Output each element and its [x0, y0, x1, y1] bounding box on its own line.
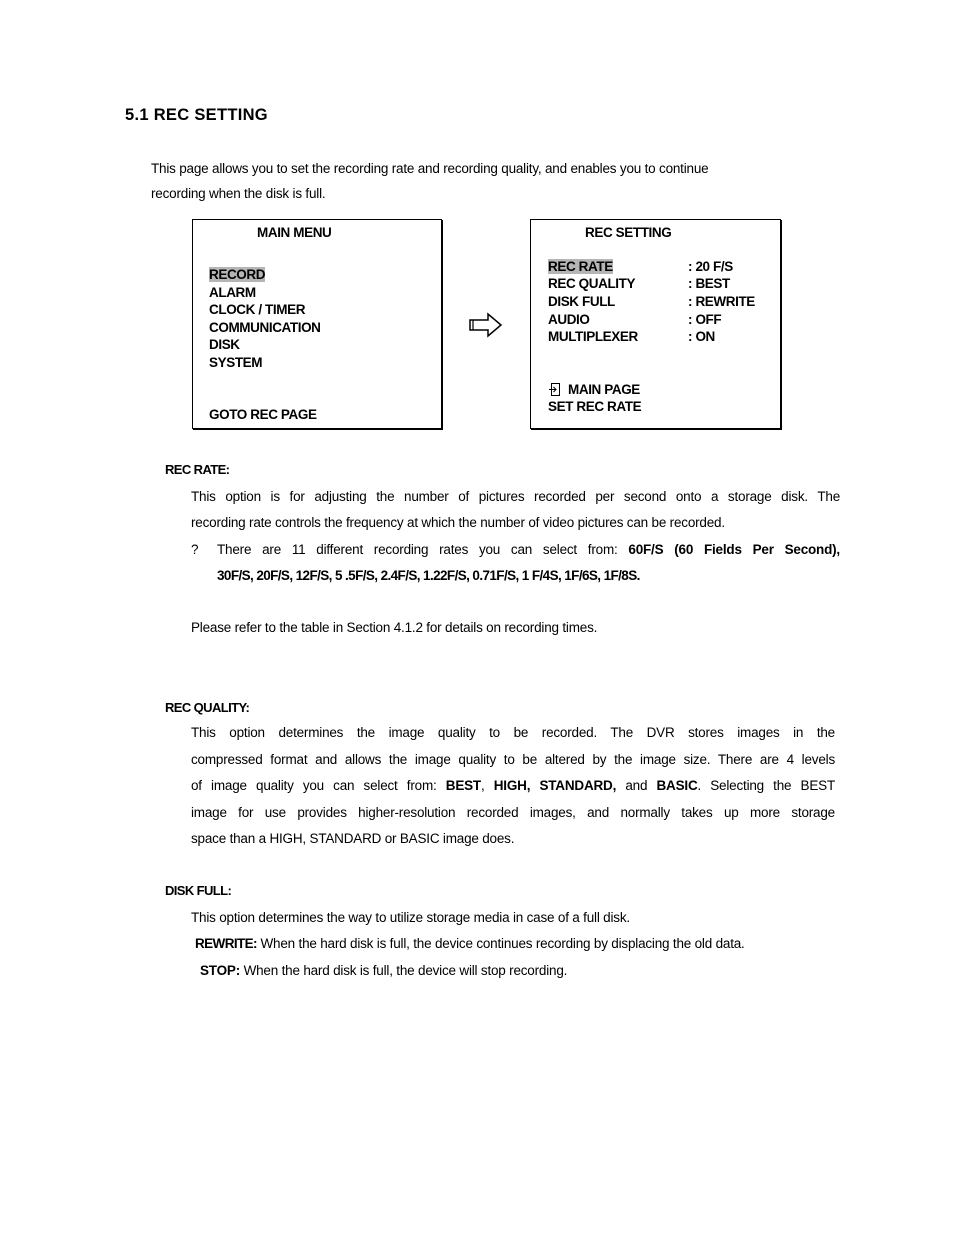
rec-rate-note: Please refer to the table in Section 4.1.2 for details on recording times. [191, 620, 598, 635]
rec-quality-line-4: image for use provides higher-resolution recorded images, and normally takes up more storage [191, 805, 835, 820]
disk-full-value: : REWRITE [688, 294, 755, 309]
rec-quality-line-5: space than a HIGH, STANDARD or BASIC image does. [191, 831, 515, 846]
disk-full-line-1: This option determines the way to utilize storage media in case of a full disk. [191, 910, 630, 925]
rec-rate-heading: REC RATE: [165, 462, 230, 477]
disk-full-stop [200, 963, 567, 978]
return-icon [549, 383, 561, 396]
menu-item-alarm[interactable]: ALARM [209, 285, 256, 300]
disk-full-rewrite [195, 936, 745, 951]
disk-full-heading: DISK FULL: [165, 883, 232, 898]
rec-setting-panel [530, 219, 781, 429]
goto-rec-page-item[interactable]: GOTO REC PAGE [209, 407, 317, 422]
audio-label[interactable]: AUDIO [548, 312, 590, 327]
menu-item-communication[interactable]: COMMUNICATION [209, 320, 321, 335]
rec-setting-title: REC SETTING [585, 225, 672, 240]
main-page-item[interactable]: MAIN PAGE [568, 382, 640, 397]
menu-item-disk[interactable]: DISK [209, 337, 240, 352]
rec-quality-heading: REC QUALITY: [165, 700, 250, 715]
rewrite-label: REWRITE: [195, 936, 257, 951]
audio-value: : OFF [688, 312, 722, 327]
main-menu-title: MAIN MENU [257, 225, 332, 240]
intro-line-1: This page allows you to set the recording rate and recording quality, and enables you to continue [151, 161, 709, 176]
bullet-mark: ? [191, 542, 199, 557]
quality-high-standard: HIGH, STANDARD, [493, 778, 617, 793]
rec-rate-label[interactable]: REC RATE [548, 259, 613, 274]
multiplexer-value: : ON [688, 329, 715, 344]
menu-item-system[interactable]: SYSTEM [209, 355, 263, 370]
rec-quality-line-3 [191, 778, 835, 793]
section-heading: 5.1 REC SETTING [125, 106, 268, 124]
rec-rate-value: : 20 F/S [688, 259, 733, 274]
quality-and: and [625, 778, 648, 793]
stop-label: STOP: [200, 963, 241, 978]
rec-quality-line-1: This option determines the image quality to be recorded. The DVR stores images in the [191, 725, 835, 740]
quality-best: BEST [445, 778, 481, 793]
rec-quality-line-2: compressed format and allows the image quality to be altered by the image size. There are 4 levels [191, 752, 835, 767]
multiplexer-label[interactable]: MULTIPLEXER [548, 329, 638, 344]
bullet-text: There are 11 different recording rates you can select from: [217, 542, 618, 557]
disk-full-label[interactable]: DISK FULL [548, 294, 615, 309]
quality-text-a: of image quality you can select from: [191, 778, 437, 793]
rec-rate-bullet-line-1 [217, 542, 840, 557]
rec-rate-paragraph-line-1: This option is for adjusting the number of pictures recorded per second onto a storage disk. The [191, 489, 840, 504]
rewrite-text: When the hard disk is full, the device continues recording by displacing the old data. [260, 936, 745, 951]
menu-item-record[interactable]: RECORD [209, 267, 266, 282]
rec-rate-paragraph-line-2: recording rate controls the frequency at which the number of video pictures can be recorded. [191, 515, 725, 530]
menu-item-clock-timer[interactable]: CLOCK / TIMER [209, 302, 306, 317]
quality-comma: , [480, 778, 485, 793]
stop-text: When the hard disk is full, the device will stop recording. [243, 963, 568, 978]
bullet-bold-rate: 60F/S (60 Fields Per Second), [628, 542, 840, 557]
rec-quality-value: : BEST [688, 276, 730, 291]
intro-line-2: recording when the disk is full. [151, 186, 326, 201]
quality-basic: BASIC [656, 778, 698, 793]
set-rec-rate-item[interactable]: SET REC RATE [548, 399, 642, 414]
main-menu-panel [192, 219, 442, 429]
rec-quality-label[interactable]: REC QUALITY [548, 276, 636, 291]
quality-text-rest: . Selecting the BEST [697, 778, 835, 793]
right-arrow-icon [468, 312, 504, 338]
rec-rate-bullet-line-2: 30F/S, 20F/S, 12F/S, 5 .5F/S, 2.4F/S, 1.22F/S, 0.71F/S, 1 F/4S, 1F/6S, 1F/8S. [217, 568, 640, 583]
